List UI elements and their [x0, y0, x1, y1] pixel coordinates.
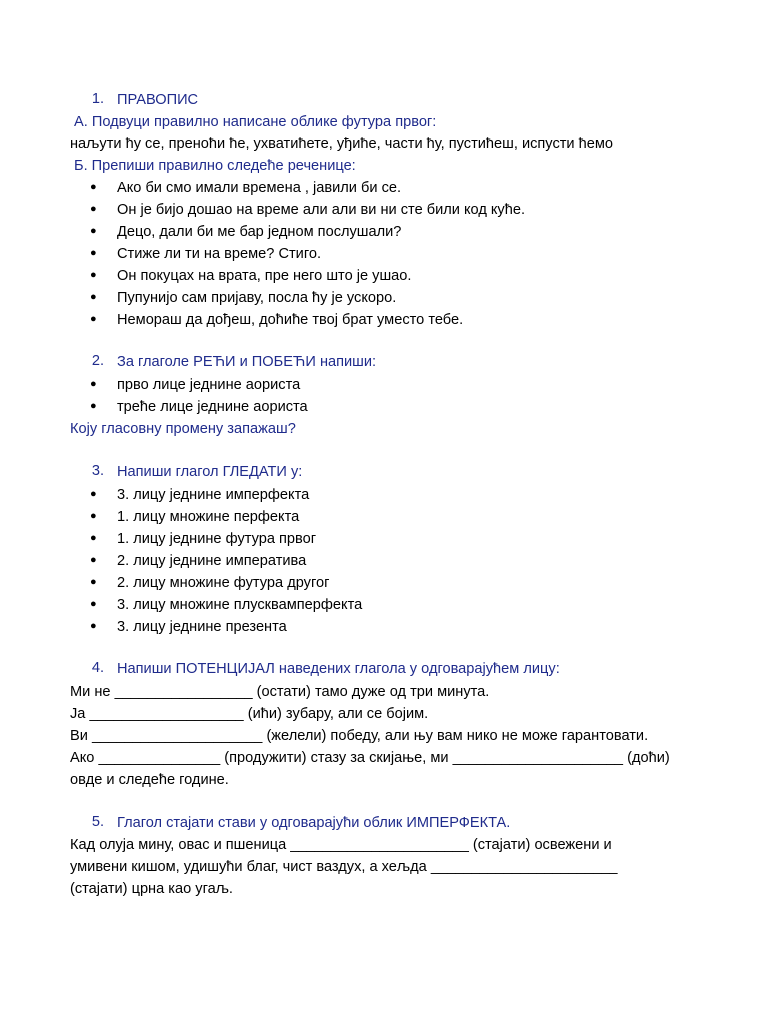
exercise-line: Ја ___________________ (ићи) зубару, али се бојим.: [70, 706, 429, 722]
section-1-title: ПРАВОПИС: [117, 92, 199, 108]
list-item: 3. лицу множине плусквамперфекта: [117, 597, 363, 613]
section-1-number: 1.: [91, 91, 104, 107]
exercise-line: овде и следеће године.: [70, 772, 229, 788]
bullet-icon: ●: [90, 620, 97, 632]
section-2-title: За глаголе РЕЋИ и ПОБЕЋИ напиши:: [117, 354, 377, 370]
section-5-number: 5.: [91, 814, 104, 830]
list-item: Он је бијо дошао на време али али ви ни сте били код куће.: [117, 202, 526, 218]
list-item: Ако би смо имали времена , јавили би се.: [117, 180, 402, 196]
bullet-icon: ●: [90, 400, 97, 412]
bullet-icon: ●: [90, 554, 97, 566]
exercise-line: умивени кишом, удишући благ, чист ваздух, а хељда _______________________: [70, 859, 618, 875]
list-item: 3. лицу једнине имперфекта: [117, 487, 310, 503]
bullet-icon: ●: [90, 291, 97, 303]
list-item: 1. лицу једнине футура првог: [117, 531, 317, 547]
bullet-icon: ●: [90, 576, 97, 588]
bullet-icon: ●: [90, 269, 97, 281]
list-item: треће лице једнине аориста: [117, 399, 308, 415]
exercise-line: (стајати) црна као угаљ.: [70, 881, 233, 897]
exercise-line: Ви _____________________ (желели) победу, али њу вам нико не може гарантовати.: [70, 728, 649, 744]
list-item: 2. лицу једнине императива: [117, 553, 307, 569]
list-item: 1. лицу множине перфекта: [117, 509, 300, 525]
exercise-line: Ако _______________ (продужити) стазу за скијање, ми _____________________ (доћи): [70, 750, 670, 766]
bullet-icon: ●: [90, 378, 97, 390]
list-item: Стиже ли ти на време? Стиго.: [117, 246, 322, 262]
bullet-icon: ●: [90, 181, 97, 193]
exercise-line: Кад олуја мину, овас и пшеница ______________________ (стајати) освежени и: [70, 837, 612, 853]
bullet-icon: ●: [90, 247, 97, 259]
bullet-icon: ●: [90, 488, 97, 500]
task-a-words: наљути ћу се, преноћи ће, ухватићете, уђиће, части ћу, пустићеш, испусти ћемо: [70, 136, 614, 152]
list-item: 2. лицу множине футура другог: [117, 575, 330, 591]
bullet-icon: ●: [90, 225, 97, 237]
section-2-number: 2.: [91, 353, 104, 369]
task-b-heading: Б. Препиши правилно следеће реченице:: [74, 158, 356, 174]
section-5-title: Глагол стајати стави у одговарајући облик ИМПЕРФЕКТА.: [117, 815, 511, 831]
list-item: Децо, дали би ме бар једном послушали?: [117, 224, 402, 240]
section-3-number: 3.: [91, 463, 104, 479]
list-item: Пупунијо сам пријаву, посла ћу је ускоро.: [117, 290, 397, 306]
bullet-icon: ●: [90, 532, 97, 544]
bullet-icon: ●: [90, 598, 97, 610]
bullet-icon: ●: [90, 510, 97, 522]
bullet-icon: ●: [90, 313, 97, 325]
exercise-line: Ми не _________________ (остати) тамо дуже од три минута.: [70, 684, 490, 700]
list-item: 3. лицу једнине презента: [117, 619, 287, 635]
section-2-question: Коју гласовну промену запажаш?: [70, 421, 296, 437]
list-item: прво лице једнине аориста: [117, 377, 301, 393]
section-3-title: Напиши глагол ГЛЕДАТИ у:: [117, 464, 303, 480]
section-4-number: 4.: [91, 660, 104, 676]
list-item: Немораш да дођеш, доћиће твој брат уместо тебе.: [117, 312, 464, 328]
task-a-heading: А. Подвуци правилно написане облике футура првог:: [74, 114, 437, 130]
section-4-title: Напиши ПОТЕНЦИЈАЛ наведених глагола у одговарајућем лицу:: [117, 661, 560, 677]
bullet-icon: ●: [90, 203, 97, 215]
list-item: Он покуцах на врата, пре него што је ушао.: [117, 268, 412, 284]
